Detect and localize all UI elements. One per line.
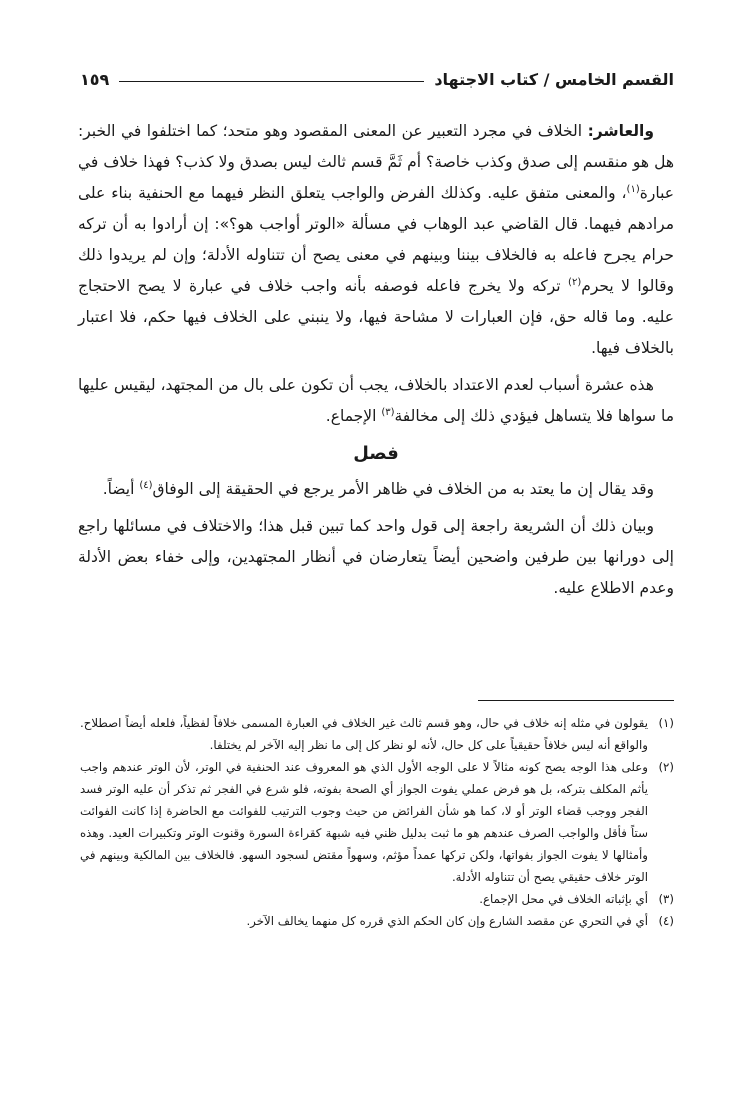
footnote-2 [80, 756, 674, 888]
footnote-text: يقولون في مثله إنه خلاف في حال، وهو قسم ثالث غير الخلاف في العبارة المسمى خلافاً لفظياً، فلعله أيضاً اصطلاح. والواقع أنه ليس خلافاً حقيقياً على كل حال، لأنه لو نظر كل إلى ما نظر إليه الآخر لم يختلفا. [80, 716, 648, 752]
paragraph-text: تركه ولا يخرج فاعله فوصفه بأنه واجب خلاف في عبارة لا يصح الاحتجاج عليه. وما قاله حق، فإن العبارات لا مشاحة فيها، ولا ينبني على الخلاف فيها حكم، فلا اعتبار بالخلاف فيها. [78, 277, 674, 357]
footnote-ref-1[interactable]: (١) [626, 183, 640, 195]
paragraph-lead: والعاشر: [587, 122, 654, 140]
paragraph-text: ، والمعنى متفق عليه. وكذلك الفرض والواجب يتعلق النظر فيهما مع الحنفية بناء على مرادهم فيهما. قال القاضي عبد الوهاب في مسألة «الوتر أواجب هو؟»: إن أرادوا به أن تركه حرام يجرح فاعله به فالخلاف بيننا وبينهم في معنى يصح أن تتناوله الأدلة؛ وإن لم يريدوا ذلك وقالوا لا يحرم [78, 184, 674, 295]
footnote-4 [80, 910, 674, 932]
footnote-number: (٤) [658, 914, 674, 928]
main-text [78, 116, 674, 604]
paragraph-text: الإجماع. [325, 407, 382, 425]
paragraph-agreement [78, 474, 674, 505]
running-header [80, 66, 674, 92]
footnote-ref-3[interactable]: (٣) [381, 406, 395, 418]
page-number: ١٥٩ [80, 69, 110, 89]
paragraph-text: أيضاً. [102, 480, 140, 498]
footnote-number: (٣) [658, 892, 674, 906]
footnote-ref-2[interactable]: (٢) [568, 276, 582, 288]
footnote-number: (١) [658, 716, 674, 730]
footnote-text: وعلى هذا الوجه يصح كونه مثالاً لا على الوجه الأول الذي هو المعروف عند الحنفية في الوتر، لأن الوتر عندهم واجب يأثم المكلف بتركه، بل هو فرض عملي يفوت الجواز أي الصحة بفوته، فلو شرع في الفجر ثم تذكر أن عليه الوتر فسد الفجر ووجب قضاء الوتر أو لا، كما هو شأن الفرائض من حيث وجوب الترتيب للفوائت مع الحاضرة إذا كانت الفوائت ستاً فأقل والواجب الصرف عندهم هو ما ثبت بدليل ظني فيه شبهة كقراءة السورة وقنوت الوتر وتكبيرات العيد. وهذه وأمثالها لا يفوت الجواز بفواتها، ولكن تركها عمداً مؤثم، وسهواً مقتض لسجود السهو. فالخلاف بين المالكية وبينهم في الوتر خلاف حقيقي يصح أن تتناوله الأدلة. [80, 760, 648, 884]
footnote-1 [80, 712, 674, 756]
paragraph-text: وقد يقال إن ما يعتد به من الخلاف في ظاهر الأمر يرجع في الحقيقة إلى الوفاق [152, 480, 654, 498]
footnote-3 [80, 888, 674, 910]
footnote-separator [478, 700, 674, 701]
paragraph-tenth-reason [78, 116, 674, 364]
header-rule [119, 81, 424, 82]
paragraph-text: الخلاف في مجرد التعبير عن المعنى المقصود وهو متحد؛ كما اختلفوا في الخبر: هل هو منقسم إلى صدق وكذب خاصة؟ أم ثَمَّ قسم ثالث ليس بصدق ولا كذب؟ فهذا خلاف في عبارة [78, 122, 674, 202]
footnote-text: أي في التحري عن مقصد الشارع وإن كان الحكم الذي قرره كل منهما يخالف الآخر. [246, 914, 648, 928]
footnote-text: أي بإثباته الخلاف في محل الإجماع. [479, 892, 648, 906]
paragraph-explanation: وبيان ذلك أن الشريعة راجعة إلى قول واحد كما تبين قبل هذا؛ والاختلاف في مسائلها راجع إلى دورانها بين طرفين واضحين أيضاً يتعارضان في أنظار المجتهدين، وإلى خفاء بعض الأدلة وعدم الاطلاع عليه. [78, 517, 674, 597]
paragraph-ten-reasons [78, 370, 674, 432]
footnote-number: (٢) [658, 760, 674, 774]
footnote-ref-4[interactable]: (٤) [139, 479, 153, 491]
paragraph-text: هذه عشرة أسباب لعدم الاعتداد بالخلاف، يجب أن تكون على بال من المجتهد، ليقيس عليها ما سواها فلا يتساهل فيؤدي ذلك إلى مخالفة [78, 376, 674, 425]
footnotes [80, 712, 674, 932]
header-title: القسم الخامس / كتاب الاجتهاد [434, 69, 674, 89]
section-heading: فصل [353, 443, 399, 464]
